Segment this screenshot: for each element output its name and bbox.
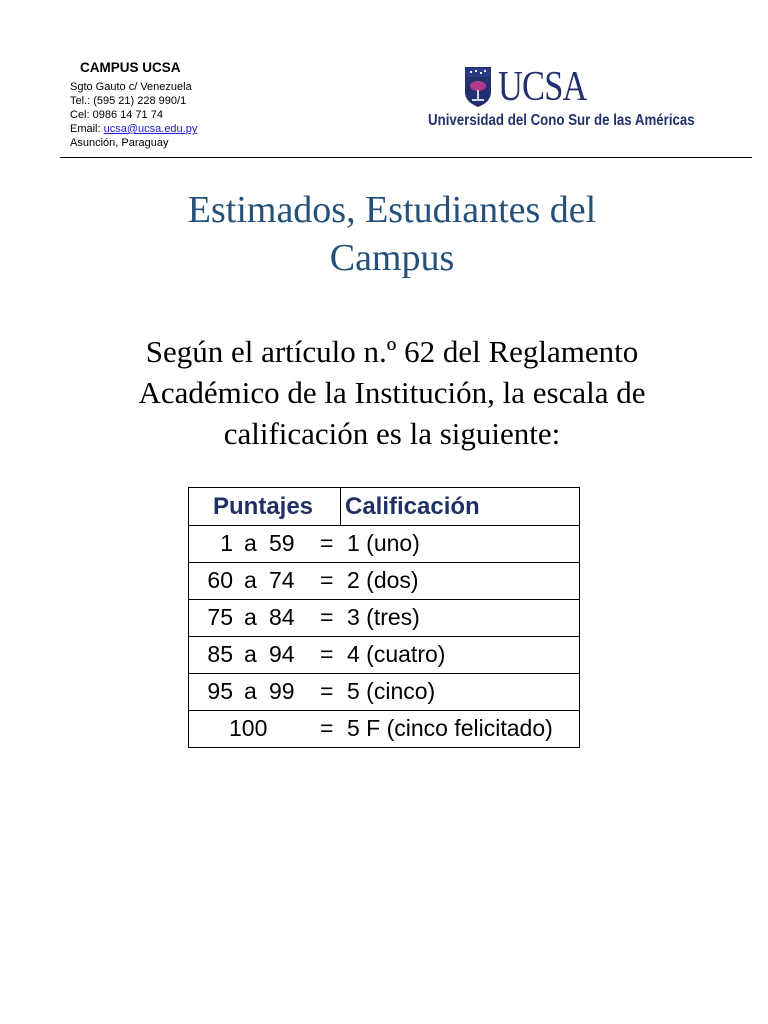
range-from: 1 [220, 530, 233, 556]
cell-line: Cel: 0986 14 71 74 [70, 109, 163, 121]
phone-line: Tel.: (595 21) 228 990/1 [70, 95, 187, 107]
intro-line-2: Académico de la Institución, la escala de [138, 375, 646, 410]
equals-sign: = [320, 678, 334, 704]
intro-line-3: calificación es la siguiente: [223, 416, 561, 451]
logo-wordmark: UCSA [498, 64, 587, 110]
table-row [189, 563, 580, 600]
logo-subtitle: Universidad del Cono Sur de las Américas [428, 112, 695, 129]
range-to: 74 [269, 567, 295, 593]
email-line [70, 122, 197, 136]
grade-value: 5 F (cinco felicitado) [347, 715, 553, 741]
equals-sign: = [320, 604, 334, 630]
grade-value: 4 (cuatro) [347, 641, 446, 667]
range-to: 59 [269, 530, 295, 556]
title-line-2: Campus [329, 237, 455, 279]
grade-value: 1 (uno) [347, 530, 420, 556]
campus-name: CAMPUS UCSA [80, 60, 181, 75]
email-label: Email: [70, 123, 104, 135]
header-divider [60, 157, 752, 158]
grade-value: 2 (dos) [347, 567, 419, 593]
header-puntajes: Puntajes [189, 488, 341, 526]
range-to: 99 [269, 678, 295, 704]
intro-line-1: Según el artículo n.º 62 del Reglamento [145, 334, 639, 369]
range-from: 75 [207, 604, 233, 630]
table-row [189, 600, 580, 637]
range-separator: a [244, 604, 257, 630]
table-row [189, 711, 580, 748]
address-line: Sgto Gauto c/ Venezuela [70, 81, 192, 93]
range-separator: a [244, 641, 257, 667]
range-separator: a [244, 678, 257, 704]
page-title [60, 186, 724, 282]
intro-paragraph [60, 331, 724, 454]
email-link[interactable]: ucsa@ucsa.edu.py [103, 123, 198, 135]
equals-sign: = [320, 715, 334, 741]
grade-value: 3 (tres) [347, 604, 420, 630]
range-to: 94 [269, 641, 295, 667]
table-header-row [189, 488, 580, 526]
university-shield-icon [464, 66, 492, 108]
equals-sign: = [320, 641, 334, 667]
grade-value: 5 (cinco) [347, 678, 436, 704]
table-row [189, 637, 580, 674]
contact-block [70, 60, 197, 150]
range-single-value: 100 [229, 715, 268, 741]
equals-sign: = [320, 567, 334, 593]
table-row [189, 674, 580, 711]
range-to: 84 [269, 604, 295, 630]
range-separator: a [244, 530, 257, 556]
table-row [189, 526, 580, 563]
header-calificacion: Calificación [341, 488, 580, 526]
range-separator: a [244, 567, 257, 593]
title-line-1: Estimados, Estudiantes del [187, 189, 597, 231]
equals-sign: = [320, 530, 334, 556]
range-from: 95 [207, 678, 233, 704]
ucsa-logo [428, 64, 695, 136]
city-line: Asunción, Paraguay [70, 137, 169, 149]
grading-scale-table [188, 487, 580, 748]
range-from: 85 [207, 641, 233, 667]
range-from: 60 [207, 567, 233, 593]
